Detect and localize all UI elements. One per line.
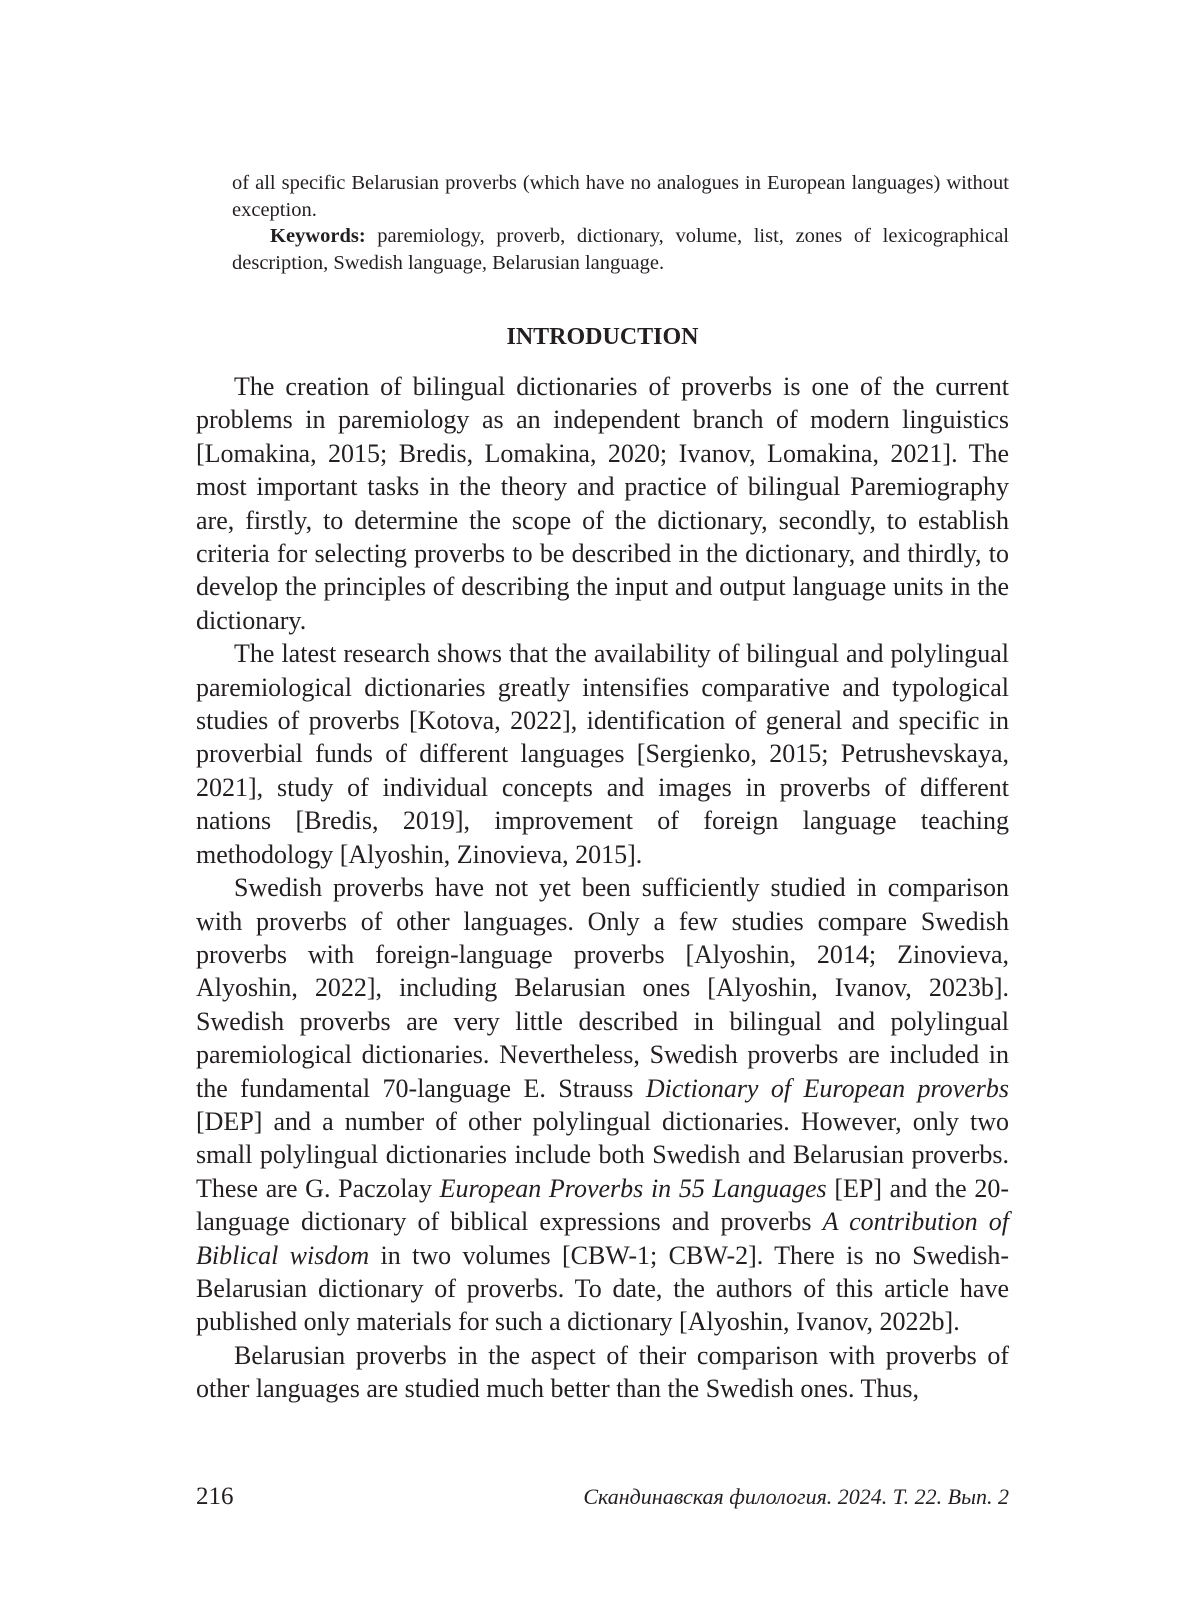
- title-dictionary-of-european-proverbs: Dictionary of European proverbs: [645, 1073, 1010, 1103]
- abstract: [232, 170, 1009, 276]
- keywords-line: [232, 223, 1009, 276]
- paragraph-3-part-2: [DEP] and a number of other polylingual dictionaries. However, only two small polylingual dictionaries include both Swedish and Belarusian proverbs. These are G. Paczolay: [196, 1106, 1009, 1203]
- paragraph-3-part-1: Swedish proverbs have not yet been sufficiently studied in comparison with proverbs of other languages. Only a few studies compare Swedish proverbs with foreign-language proverbs [Alyoshin, 2014; Zinovieva, Alyoshin, 2022], including Belarusian ones [Alyoshin, Ivanov, 2023b]. Swedish proverbs are very little described in bilingual and polylingual paremiological dictionaries. Nevertheless, Swedish proverbs are included in the fundamental 70-language E. Strauss: [196, 873, 1009, 1103]
- body-text: [196, 370, 1009, 1406]
- page-number: 216: [196, 1483, 234, 1510]
- paragraph-3: [196, 871, 1009, 1339]
- keywords-text: paremiology, proverb, dictionary, volume, list, zones of lexicographical description, Swedish language, Belarusian language.: [232, 225, 1009, 274]
- paragraph-2: The latest research shows that the availability of bilingual and polylingual paremiological dictionaries greatly intensifies comparative and typological studies of proverbs [Kotova, 2022], identification of general and specific in proverbial funds of different languages [Sergienko, 2015; Petrushevskaya, 2021], study of individual concepts and images in proverbs of different nations [Bredis, 2019], improvement of foreign language teaching methodology [Alyoshin, Zinovieva, 2015].: [196, 639, 1009, 869]
- paragraph-3-part-4: in two volumes [CBW-1; CBW-2]. There is no Swedish-Belarusian dictionary of proverbs. To date, the authors of this article have published only materials for such a dictionary [Alyoshin, Ivanov, 2022b].: [196, 1240, 1009, 1337]
- page-footer: [196, 1483, 1009, 1511]
- paragraph-3-part-3: [EP] and the 20-language dictionary of biblical expressions and proverbs: [196, 1173, 1009, 1237]
- title-european-proverbs-in-55-languages: European Proverbs in 55 Languages: [439, 1173, 827, 1203]
- abstract-tail: of all specific Belarusian proverbs (which have no analogues in European languages) without exception.: [232, 172, 1009, 221]
- section-heading: INTRODUCTION: [506, 324, 699, 350]
- journal-citation: Скандинавская филология. 2024. Т. 22. Вып. 2: [583, 1484, 1009, 1509]
- keywords-label: Keywords:: [270, 225, 366, 247]
- title-contribution-of-biblical-wisdom: A contribution of Biblical wisdom: [196, 1207, 1009, 1270]
- paragraph-1: The creation of bilingual dictionaries of proverbs is one of the current problems in paremiology as an independent branch of modern linguistics [Lomakina, 2015; Bredis, Lomakina, 2020; Ivanov, Lomakina, 2021]. The most important tasks in the theory and practice of bilingual Paremiography are, firstly, to determine the scope of the dictionary, secondly, to establish criteria for selecting proverbs to be described in the dictionary, and thirdly, to develop the principles of describing the input and output language units in the dictionary.: [196, 372, 1009, 635]
- paragraph-4: Belarusian proverbs in the aspect of their comparison with proverbs of other languages are studied much better than the Swedish ones. Thus,: [196, 1340, 1009, 1404]
